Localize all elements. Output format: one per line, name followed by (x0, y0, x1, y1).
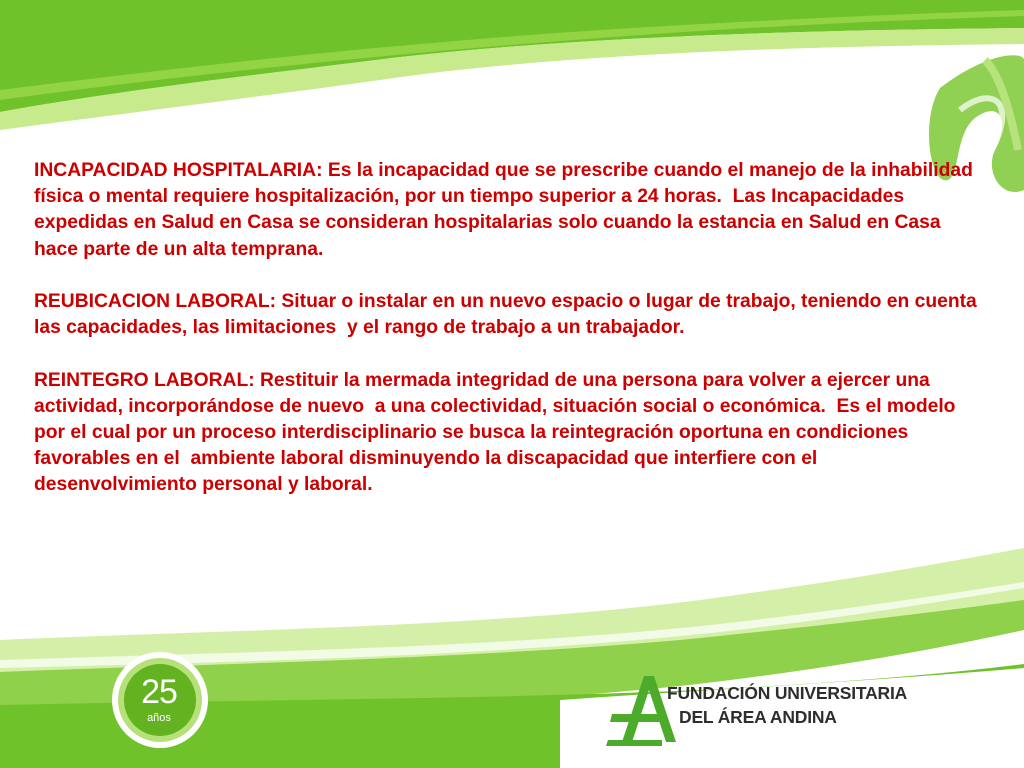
anniversary-label: años (147, 712, 171, 724)
institution-name-line1: FUNDACIÓN UNIVERSITARIA (667, 683, 908, 703)
definition-reintegro-laboral: REINTEGRO LABORAL: Restituir la mermada integridad de una persona para volver a ejercer una actividad, incorporándose de nuevo a una colectividad, situación social o económica. Es el modelo por el cual por un proceso interdisciplinario se busca la reintegración oportuna en condiciones favorables en el ambiente laboral disminuyendo la discapacidad que interfiere con el desenvolvimiento personal y laboral. (34, 369, 961, 496)
anniversary-number: 25 (141, 673, 177, 711)
definition-reubicacion-laboral: REUBICACION LABORAL: Situar o instalar en un nuevo espacio o lugar de trabajo, teniendo en cuenta las capacidades, las limitaciones y el rango de trabajo a un trabajador. (34, 291, 983, 339)
main-content (34, 158, 984, 499)
institution-name-line2: DEL ÁREA ANDINA (679, 707, 837, 727)
institution-logo-text (667, 681, 907, 729)
definition-incapacidad-hospitalaria: INCAPACIDAD HOSPITALARIA: Es la incapacidad que se prescribe cuando el manejo de la inhabilidad física o mental requiere hospitalización, por un tiempo superior a 24 horas. Las Incapacidades expedidas en Salud en Casa se consideran hospitalarias solo cuando la estancia en Salud en Casa hace parte de un alta temprana. (34, 160, 979, 260)
